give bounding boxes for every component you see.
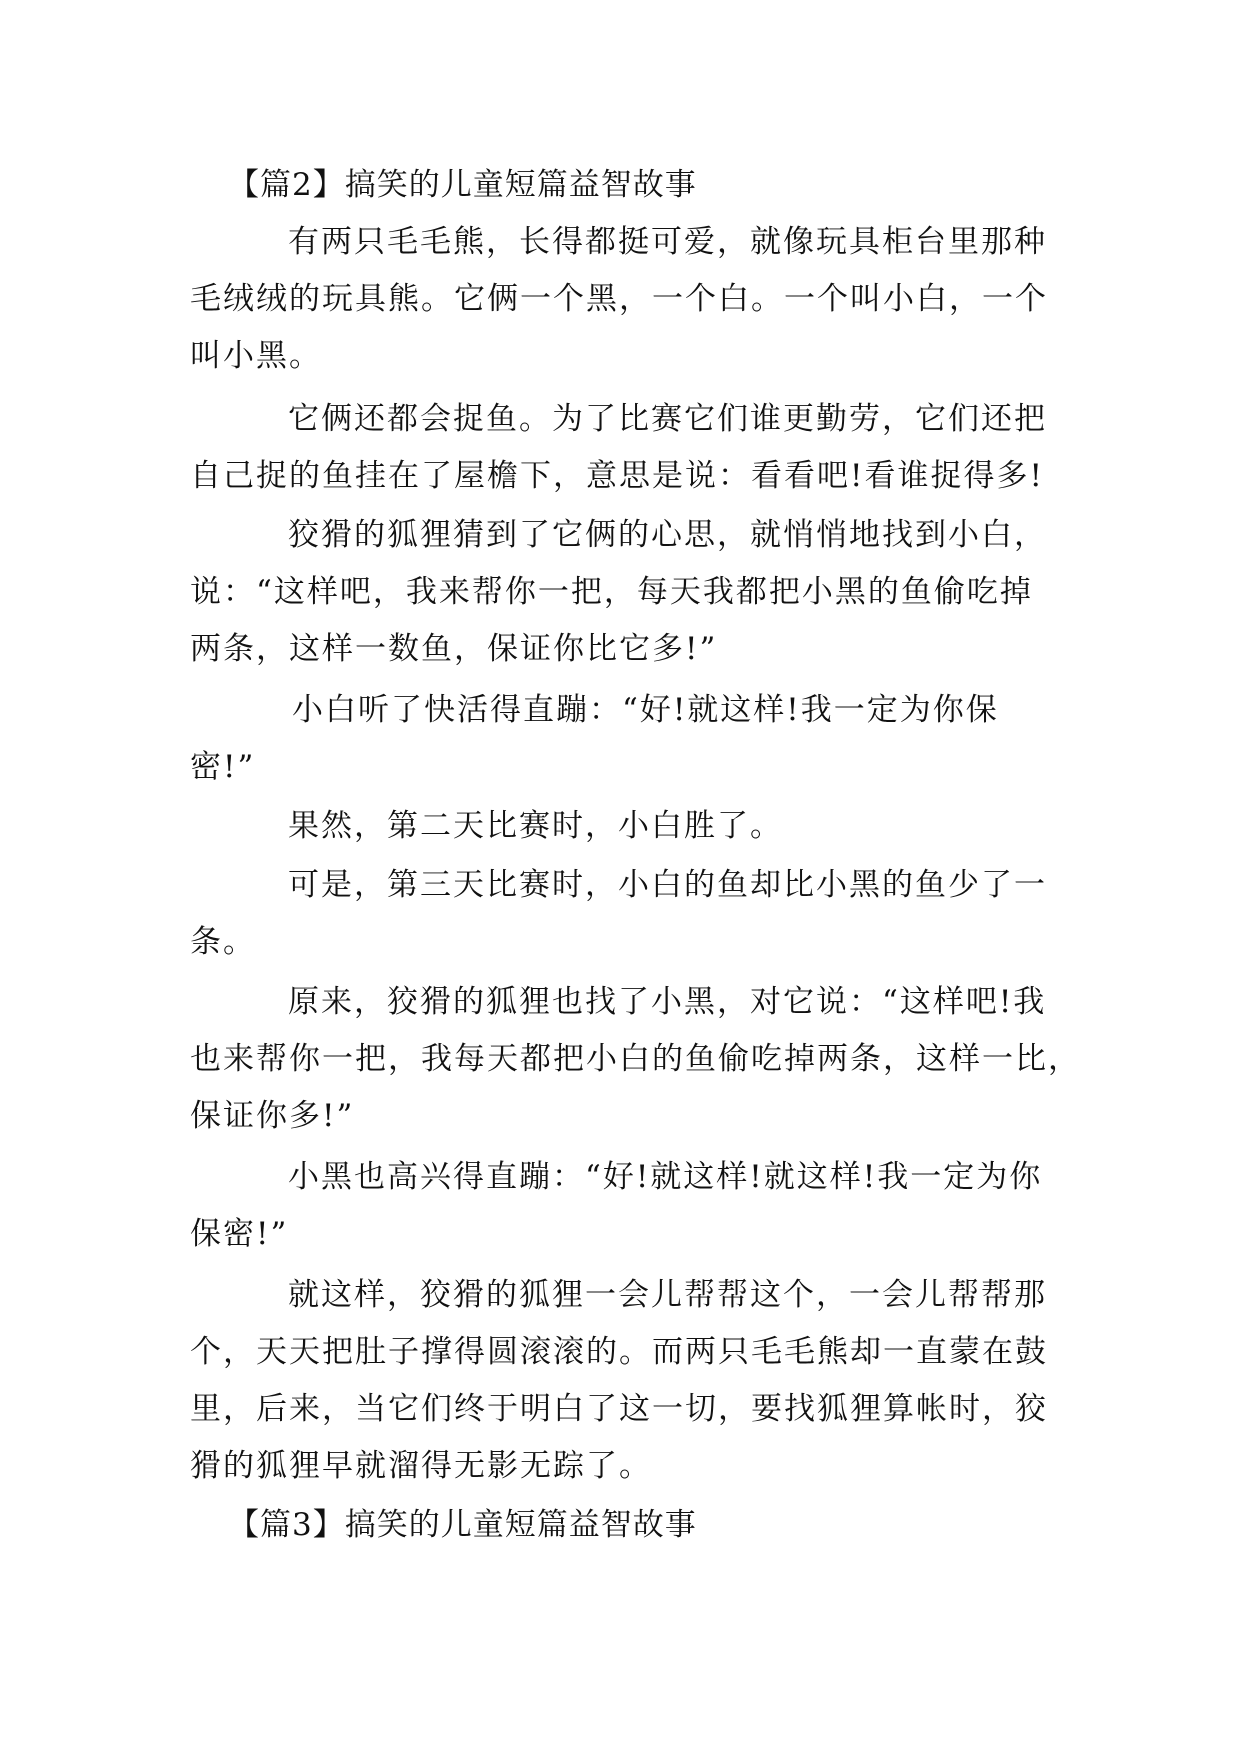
paragraph-line: 就这样，狡猾的狐狸一会儿帮帮这个，一会儿帮帮那 — [288, 1277, 1047, 1313]
paragraph-line: 毛绒绒的玩具熊。它俩一个黑，一个白。一个叫小白，一个 — [190, 281, 1048, 317]
paragraph-line: 两条，这样一数鱼，保证你比它多!” — [190, 631, 718, 667]
paragraph-line: 可是，第三天比赛时，小白的鱼却比小黑的鱼少了一 — [288, 867, 1047, 903]
paragraph-line: 原来，狡猾的狐狸也找了小黑，对它说：“这样吧!我 — [288, 984, 1047, 1020]
paragraph-line: 小白听了快活得直蹦：“好!就这样!我一定为你保 — [292, 692, 999, 728]
paragraph-line: 它俩还都会捉鱼。为了比赛它们谁更勤劳，它们还把 — [288, 401, 1047, 437]
paragraph-line: 密!” — [190, 749, 256, 785]
paragraph-line: 条。 — [190, 924, 256, 960]
story-heading: 【篇3】搞笑的儿童短篇益智故事 — [228, 1507, 697, 1543]
paragraph-line: 里，后来，当它们终于明白了这一切，要找狐狸算帐时，狡 — [190, 1391, 1048, 1427]
paragraph-line: 叫小黑。 — [190, 338, 322, 374]
story-heading: 【篇2】搞笑的儿童短篇益智故事 — [228, 167, 697, 203]
paragraph-line: 自己捉的鱼挂在了屋檐下，意思是说：看看吧!看谁捉得多! — [190, 458, 1044, 494]
paragraph-line: 保证你多!” — [190, 1098, 355, 1134]
paragraph-line: 猾的狐狸早就溜得无影无踪了。 — [190, 1448, 652, 1484]
paragraph-line: 小黑也高兴得直蹦：“好!就这样!就这样!我一定为你 — [288, 1159, 1043, 1195]
paragraph-line: 个，天天把肚子撑得圆滚滚的。而两只毛毛熊却一直蒙在鼓 — [190, 1334, 1048, 1370]
paragraph-line: 也来帮你一把，我每天都把小白的鱼偷吃掉两条，这样一比， — [190, 1041, 1081, 1077]
paragraph-line: 果然，第二天比赛时，小白胜了。 — [288, 808, 783, 844]
paragraph-line: 狡猾的狐狸猜到了它俩的心思，就悄悄地找到小白， — [288, 517, 1047, 553]
paragraph-line: 有两只毛毛熊，长得都挺可爱，就像玩具柜台里那种 — [288, 224, 1047, 260]
paragraph-line: 保密!” — [190, 1216, 289, 1252]
paragraph-line: 说：“这样吧，我来帮你一把，每天我都把小黑的鱼偷吃掉 — [190, 574, 1033, 610]
